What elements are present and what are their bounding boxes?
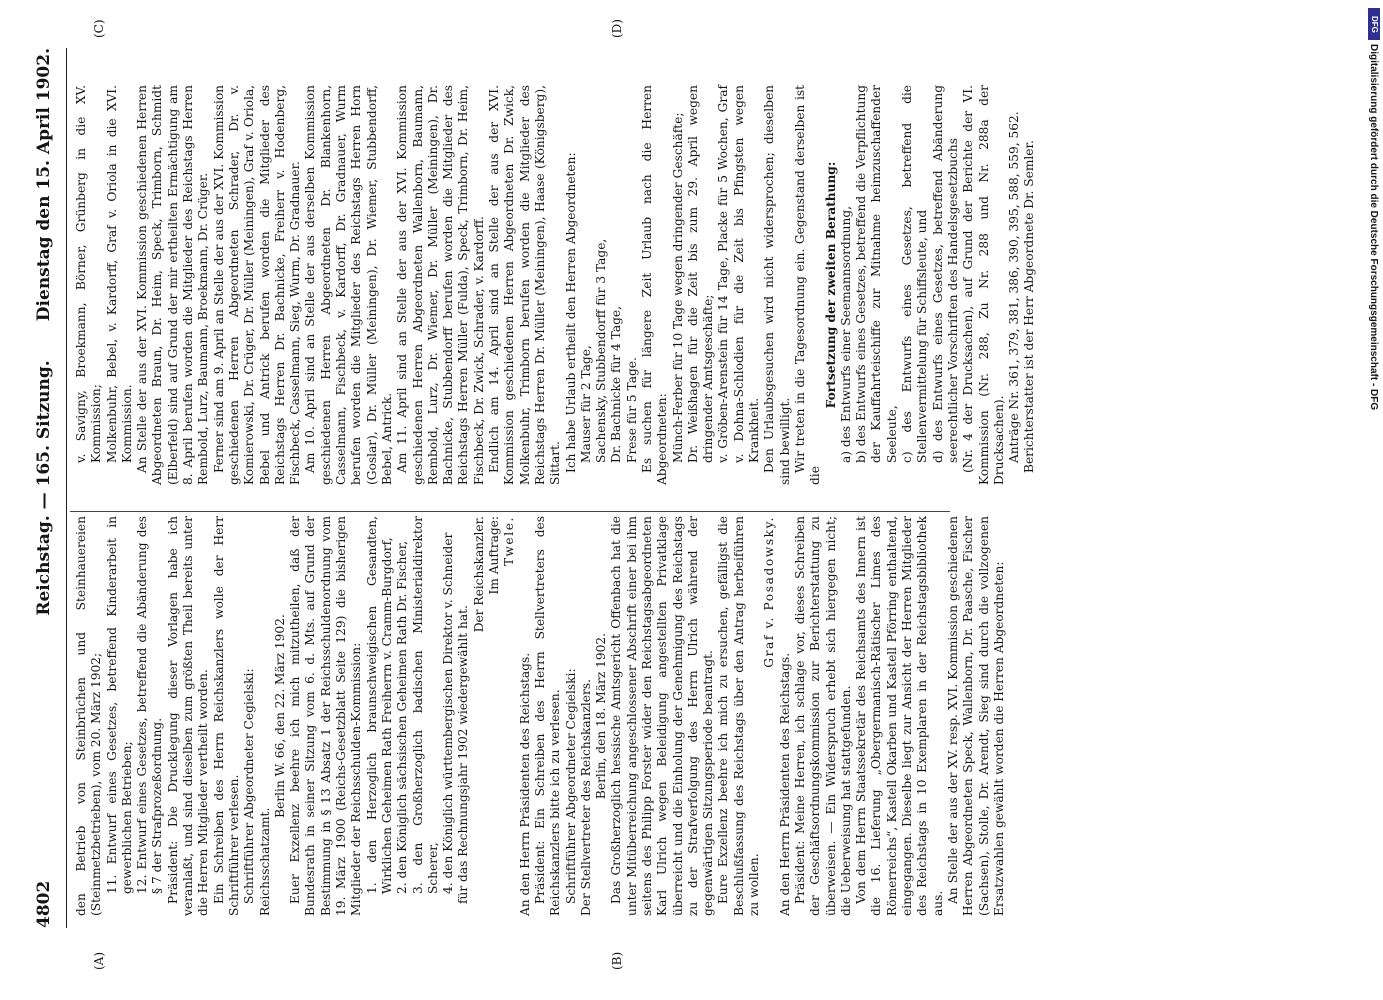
paragraph: für das Rechnungsjahr 1902 wiedergewählt hat. (456, 605, 471, 904)
paragraph: Den Urlaubsgesuchen wird nicht widersprochen; dieselben sind bewilligt. (762, 85, 792, 485)
addressee: An den Herrn Präsidenten des Reichstags. (517, 652, 532, 916)
list-item: 1. den Herzoglich braunschweigischen Gesandten, Wirklichen Geheimen Rath Freiherrn v. Cramm-Burgdorf, (364, 516, 394, 894)
speaker-line: Präsident: Ein Schreiben des Herrn Stellvertreters des Reichskanzlers bitte ich zu verlesen. (532, 516, 563, 916)
paragraph: Ein Schreiben des Herrn Reichskanzlers wolle der Herr Schriftführer verlesen. (211, 516, 241, 916)
left-text-column (74, 516, 1006, 916)
paragraph: Am 11. April sind an Stelle der aus der XVI. Kommission geschiedenen Herren Abgeordneten Wallenborn, Baumann, Rembold, Lurz, Dr. Wiemer, Dr. Müller (Meiningen), Dr. Bachnicke, Stubbendorff berufen worden die Mitglieder des Reichstags Herren Müller (Fulda), Speck, Trimborn, Dr. Heim, Fischbeck, Dr. Zwick, Schrader, v. Kardorff. (395, 85, 486, 485)
list-item: 2. den Königlich sächsischen Geheimen Rath Dr. Fischer, (395, 540, 410, 894)
paragraph: An Stelle der aus der XVI. Kommission geschiedenen Herren Abgeordneten Braun, Dr. Heim, Speck, Trimborn, Schmidt (Elberfeld) sind auf Grund der mir ertheilten Ermächtigung am 8. April berufen worden die Mitglieder des Reichstags Herren Rembold, Lurz, Baumann, Broekmann, Dr. Crüger. (135, 85, 211, 485)
signature-name: Graf v. Posadowsky. (762, 516, 777, 668)
list-item: Molkenbuhr, Bebel, v. Kardorff, Graf v. Oriola in die XVI. Kommission. (104, 85, 134, 463)
paragraph: Präsident: Meine Herren, ich schlage vor, dieses Schreiben der Geschäftsordnungskommission zur Berichterstattung zu überweisen. — Ein Widerspruch erhebt sich hiergegen nicht; die Ueberweisung hat stattgefunden. (792, 516, 853, 916)
paragraph: Ferner sind am 9. April an Stelle der aus der XVI. Kommission geschiedenen Herren Abgeordneten Schrader, Dr. v. Komierowski, Dr. Crüger, Dr. Müller (Meiningen), Graf v. Oriola, Bebel und Antrick berufen worden die Mitglieder des Reichstags Herren Dr. Bachnicke, Freiherr v. Hodenberg, Fischbeck, Casselmann, Sieg, Wurm, Dr. Gradnauer. (211, 85, 303, 485)
paragraph: Von dem Herrn Staatssekretär des Reichsamts des Innern ist die 16. Lieferung „Obergermanisch-Rätischer Limes des Römerreichs“, Kastell Okarben und Kastell Pförring enthaltend, eingegangen. Dieselbe liegt zur Ansicht der Herren Mitglieder des Reichstags in 10 Exemplaren in der Reichstagsbibliothek aus. (854, 516, 945, 916)
addressee: An den Herrn Präsidenten des Reichstags. (777, 652, 792, 916)
margin-mark-b: (B) (610, 951, 624, 970)
paragraph: Es suchen für längere Zeit Urlaub nach die Herren Abgeordneten: (639, 85, 670, 485)
office-heading: Der Stellvertreter des Reichskanzlers. (578, 679, 593, 916)
signature-line: Im Auftrage: (487, 516, 502, 595)
list-item: 12. Entwurf eines Gesetzes, betreffend die Abänderung des § 7 der Strafprozeßordnung. (135, 516, 165, 894)
signature-line: Der Reichskanzler. (471, 516, 486, 633)
margin-mark-a: (A) (92, 951, 106, 970)
list-item: a) des Entwurfs einer Seemannsordnung, (838, 205, 853, 463)
paragraph: Eure Exzellenz beehre ich mich zu ersuchen, gefälligst die Beschlußfassung des Reichstags über den Antrag herbeiführen zu wollen. (716, 516, 762, 916)
paragraph: (Nr. 4 der Drucksachen), auf Grund der Berichte der VI. Kommission (Nr. 288, Zu Nr. 288 und Nr. 288a der Drucksachen). (961, 85, 1006, 485)
column-separator (70, 511, 950, 512)
list-item: Frese für 5 Tage. (624, 357, 639, 463)
speaker-line: Schriftführer Abgeordneter Cegielski: (563, 668, 578, 904)
dateline: Berlin W. 66, den 22. März 1902. (272, 614, 287, 818)
signature-name: Twele. (502, 516, 517, 566)
paragraph: Präsident: Die Drucklegung dieser Vorlagen habe ich veranlaßt, und sind dieselben zum größten Theil bereits unter die Herren Mitglieder vertheilt worden. (165, 516, 211, 916)
dfg-badge: DFG (1368, 8, 1380, 40)
paragraph: den Betrieb von Steinbrüchen und Steinhauereien (Steinmetzbetrieben), vom 20. März 1902; (74, 516, 104, 916)
paragraph: Wir treten in die Tagesordnung ein. Gegenstand derselben ist die (792, 85, 823, 485)
agenda-heading: Fortsetzung der zweiten Berathung: (823, 161, 838, 409)
margin-mark-d: (D) (610, 19, 624, 38)
list-item: Dr. Bachnicke für 4 Tage, (609, 306, 624, 463)
header-rule (66, 48, 67, 928)
paragraph: Euer Exzellenz beehre ich mich mitzutheilen, daß der Bundesrath in seiner Sitzung vom 6. d. Mts. auf Grund der Bestimmung in § 13 Absatz 1 der Reichsschuldenordnung vom 19. März 1900 (Reichs-Gesetzblatt Seite 129) die bisherigen Mitglieder der Reichsschulden-Kommission: (288, 516, 364, 916)
list-item: 11. Entwurf eines Gesetzes, betreffend Kinderarbeit in gewerblichen Betrieben; (104, 516, 134, 894)
page-number: 4802 (34, 880, 54, 928)
margin-mark-c: (C) (92, 19, 106, 38)
list-item: v. Savigny, Broekmann, Börner, Grünberg in die XV. Kommission; (74, 85, 104, 463)
list-item: Dr. Weißhagen für die Zeit bis zum 29. April wegen dringender Amtsgeschäfte; (685, 85, 716, 463)
paragraph: Am 10. April sind an Stelle der aus derselben Kommission geschiedenen Herren Abgeordneten Dr. Blankenhorn, Casselmann, Fischbeck, v. Kardorff, Dr. Gradnauer, Wurm berufen worden die Mitglieder des Reichstags Herren Horn (Goslar), Dr. Müller (Meiningen), Dr. Wiemer, Stubbendorff, Bebel, Antrick. (303, 85, 394, 485)
list-item: Münch-Ferber für 10 Tage wegen dringender Geschäfte; (670, 112, 685, 463)
paragraph: Ich habe Urlaub ertheilt den Herren Abgeordneten: (563, 152, 578, 473)
session-title: Reichstag. — 165. Sitzung. (34, 360, 54, 616)
list-item: 3. den Großherzoglich badischen Ministerialdirektor Scherer, (410, 516, 440, 894)
session-date: Dienstag den 15. April 1902. (34, 48, 54, 322)
list-item: Mauser für 2 Tage, (578, 345, 593, 463)
dateline: Berlin, den 18. März 1902. (594, 632, 609, 800)
list-item: Anträge Nr. 361, 379, 381, 386, 390, 395, 588, 559, 562. (1007, 111, 1022, 463)
list-item: c) des Entwurfs eines Gesetzes, betreffend die Stellenvermittelung für Schiffsleute, und (900, 85, 930, 463)
list-item: 4. den Königlich württembergischen Direktor v. Schneider (441, 532, 456, 894)
list-item: Sachensky, Stubbendorff für 3 Tage, (594, 238, 609, 463)
list-item: b) des Entwurfs eines Gesetzes, betreffend die Verpflichtung der Kauffahrteischiffe zur Mitnahme heimzuschaffender Seeleute, (854, 85, 899, 463)
paragraph: Endlich am 14. April sind an Stelle der aus der XVI. Kommission geschiedenen Herren Abgeordneten Dr. Zwick, Molkenbuhr, Trimborn berufen worden die Mitglieder des Reichstags Herren Dr. Müller (Meiningen), Haase (Königsberg), Sittart. (487, 85, 563, 485)
digitization-credit: Digitalisierung gefördert durch die Deutsche Forschungsgemeinschaft - DFG (1368, 44, 1379, 411)
list-item: v. Gröben-Arenstein für 14 Tage, Placke für 5 Wochen, Graf v. Dohna-Schlodien für die Zeit bis Pfingsten wegen Krankheit. (716, 85, 762, 463)
paragraph: Das Großherzoglich hessische Amtsgericht Offenbach hat die unter Mitüberreichung angeschlossener Abschrift einer bei ihm seitens des Philipp Forster wider den Reichstagsabgeordneten Karl Ulrich wegen Beleidigung angestellten Privatklage überreicht und die Einholung der Genehmigung des Reichstags zu der Strafverfolgung des Herrn Ulrich während der gegenwärtigen Sitzungsperiode beantragt. (609, 516, 716, 916)
right-text-column (74, 85, 1037, 485)
office-heading: Reichsschatzamt. (257, 807, 272, 916)
paragraph: Berichterstatter ist der Herr Abgeordnete Dr. Semler. (1022, 140, 1037, 473)
list-item: d) des Entwurfs eines Gesetzes, betreffend Abänderung seerechtlicher Vorschriften des Handelsgesetzbuchs (930, 85, 960, 463)
paragraph: An Stelle der aus der XV. resp. XVI. Kommission geschiedenen Herren Abgeordneten Speck, Wallenborn, Dr. Paasche, Fischer (Sachsen), Stolle, Dr. Arendt, Sieg sind durch die vollzogenen Ersatzwahlen gewählt worden die Herren Abgeordneten: (945, 516, 1006, 916)
page-header (24, 48, 64, 928)
speaker-line: Schriftführer Abgeordneter Cegielski: (242, 668, 257, 904)
